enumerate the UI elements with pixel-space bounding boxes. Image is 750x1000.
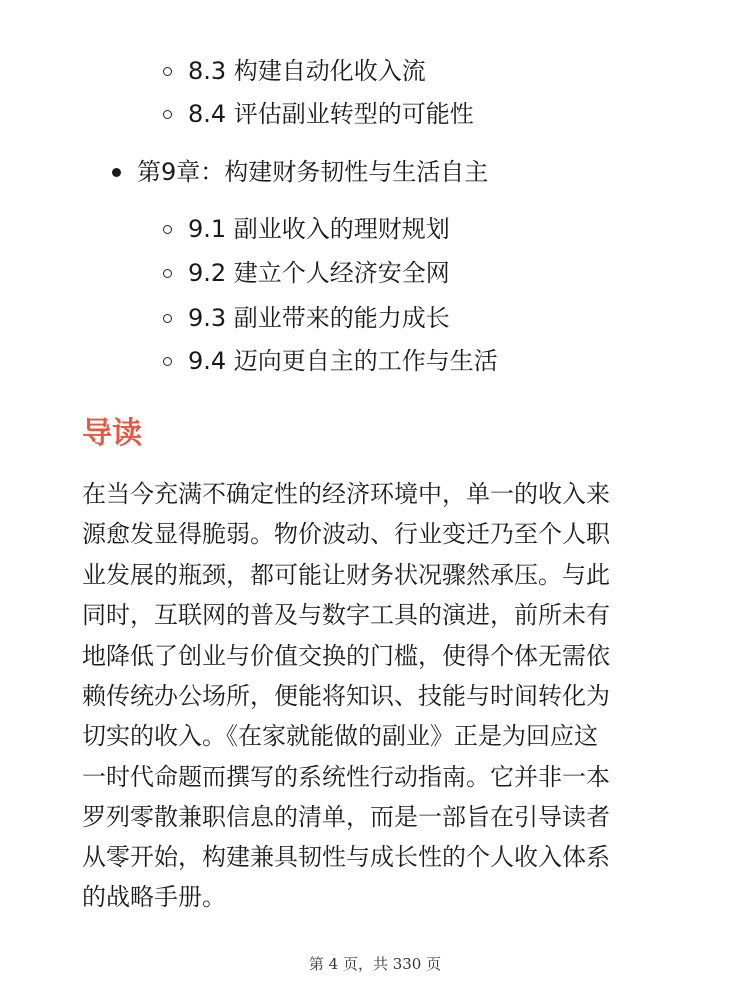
hollow-bullet-icon	[163, 269, 172, 278]
toc-item-9-3: 9.3 副业带来的能力成长	[188, 304, 450, 332]
page-number: 第 4 页，共 330 页	[308, 955, 442, 973]
section-heading: 导读	[82, 416, 142, 451]
hollow-bullet-icon	[163, 110, 172, 119]
paragraph-line: 赖传统办公场所，便能将知识、技能与时间转化为	[82, 682, 610, 710]
toc-chapter-9: 第9章：构建财务韧性与生活自主	[137, 158, 489, 186]
paragraph-line: 的战略手册。	[82, 883, 226, 911]
paragraph-line: 罗列零散兼职信息的清单，而是一部旨在引导读者	[82, 803, 610, 831]
paragraph-line: 切实的收入。《在家就能做的副业》正是为回应这	[82, 722, 598, 750]
paragraph-line: 源愈发显得脆弱。物价波动、行业变迁乃至个人职	[82, 520, 610, 548]
paragraph-line: 在当今充满不确定性的经济环境中，单一的收入来	[82, 480, 610, 508]
toc-item-9-1: 9.1 副业收入的理财规划	[188, 215, 450, 243]
toc-item-9-4: 9.4 迈向更自主的工作与生活	[188, 347, 498, 375]
toc-item-8-4: 8.4 评估副业转型的可能性	[188, 100, 474, 128]
solid-bullet-icon	[112, 168, 121, 177]
paragraph-line: 一时代命题而撰写的系统性行动指南。它并非一本	[82, 763, 610, 791]
paragraph-line: 地降低了创业与价值交换的门槛，使得个体无需依	[82, 642, 610, 670]
hollow-bullet-icon	[163, 357, 172, 366]
paragraph-line: 业发展的瓶颈，都可能让财务状况骤然承压。与此	[82, 561, 610, 589]
hollow-bullet-icon	[163, 225, 172, 234]
paragraph-line: 从零开始，构建兼具韧性与成长性的个人收入体系	[82, 843, 610, 871]
paragraph-line: 同时，互联网的普及与数字工具的演进，前所未有	[82, 601, 610, 629]
toc-item-9-2: 9.2 建立个人经济安全网	[188, 259, 450, 287]
toc-item-8-3: 8.3 构建自动化收入流	[188, 57, 426, 85]
hollow-bullet-icon	[163, 314, 172, 323]
hollow-bullet-icon	[163, 67, 172, 76]
